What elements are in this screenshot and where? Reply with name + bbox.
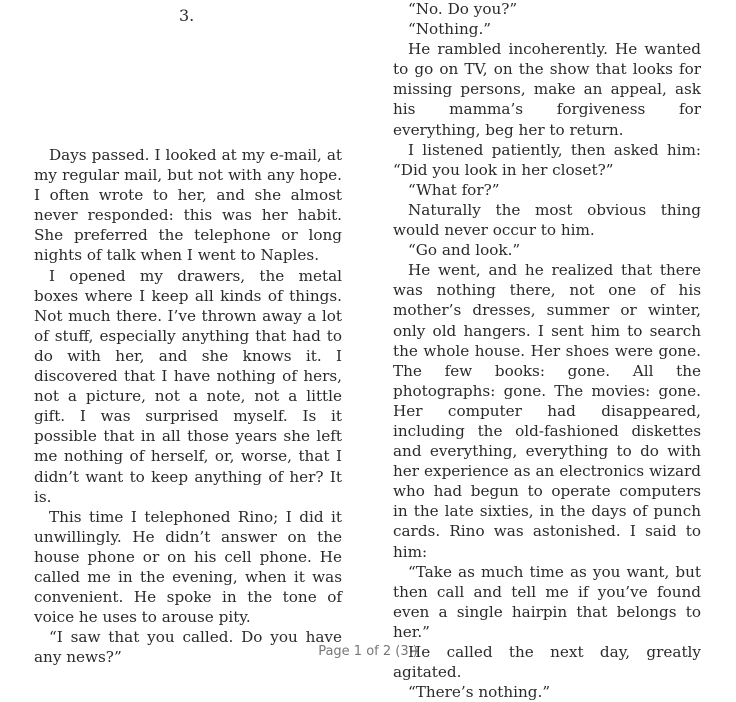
paragraph: “I saw that you called. Do you have any news?” bbox=[34, 628, 342, 667]
paragraph: Naturally the most obvious thing would never occur to him. bbox=[393, 200, 701, 240]
paragraph: “Take as much time as you want, but then call and tell me if you’ve found even a single hairpin that belongs to her.” bbox=[393, 562, 701, 641]
paragraph: “No. Do you?” bbox=[408, 0, 518, 18]
paragraph: “Nothing.” bbox=[408, 20, 492, 39]
paragraph: He rambled incoherently. He wanted to go on TV, on the show that looks for missing persons, make an appeal, ask his mamma’s forgiveness for everything, beg her to return. bbox=[393, 40, 701, 139]
chapter-heading: 3. bbox=[179, 6, 195, 25]
page-indicator: Page 1 of 2 (3.) bbox=[318, 644, 418, 659]
paragraph: I listened patiently, then asked him: “Did you look in her closet?” bbox=[393, 140, 701, 179]
paragraph: He called the next day, greatly agitated. bbox=[393, 643, 701, 682]
paragraph: “There’s nothing.” bbox=[408, 683, 551, 702]
paragraph: “Go and look.” bbox=[408, 241, 521, 260]
paragraph: Days passed. I looked at my e-mail, at my regular mail, but not with any hope. I often wrote to her, and she almost never responded: this was her habit. She preferred the telephone or long nights of talk when I went to Naples. bbox=[34, 146, 342, 265]
right-column bbox=[393, 0, 701, 702]
paragraph: He went, and he realized that there was nothing there, not one of his mother’s dresses, summer or winter, only old hangers. I sent him to search the whole house. Her shoes were gone. The few books: gone. All the photographs: gone. The movies: gone. Her computer had disappeared, including the old-fashioned diskettes and everything, everything to do with her experience as an electronics wizard who had begun to operate computers in the late sixties, in the days of punch cards. Rino was astonished. I said to him: bbox=[393, 261, 701, 561]
paragraph: I opened my drawers, the metal boxes where I keep all kinds of things. Not much there. I’ve thrown away a lot of stuff, especially anything that had to do with her, and she knows it. I discovered that I have nothing of hers, not a picture, not a note, not a little gift. I was surprised myself. Is it possible that in all those years she left me nothing of herself, or, worse, that I didn’t want to keep anything of her? It is. bbox=[34, 266, 342, 506]
paragraph: “What for?” bbox=[408, 180, 500, 199]
paragraph: This time I telephoned Rino; I did it unwillingly. He didn’t answer on the house phone or on his cell phone. He called me in the evening, when it was convenient. He spoke in the tone of voice he uses to arouse pity. bbox=[34, 507, 342, 627]
